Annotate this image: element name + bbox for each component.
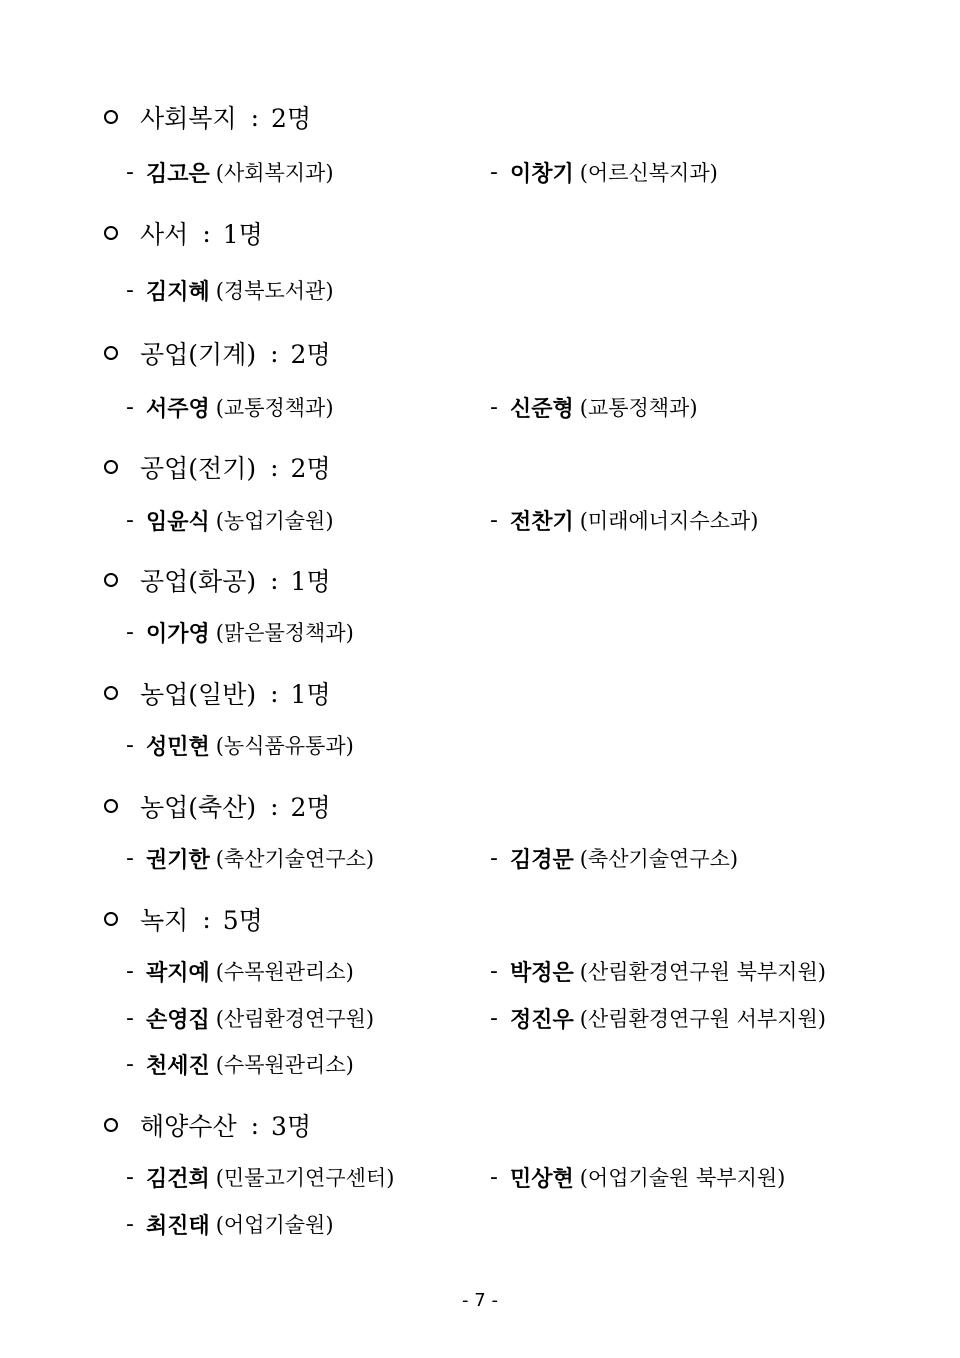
person-dept: (수목원관리소) [215,960,354,984]
person-name: 박정은 [509,960,574,986]
person-dept: (산림환경연구원 북부지원) [579,960,826,984]
separator: : [270,678,279,708]
person-name: 임윤식 [145,509,210,535]
section-title: 공업(기계) [140,340,257,369]
person-dept: (산림환경연구원) [215,1007,375,1031]
person-entry: - 민상현 (어업기술원 북부지원) [490,1161,785,1193]
person-entry: - 박정은 (산림환경연구원 북부지원) [490,955,826,987]
page-number: - 7 - [462,1290,498,1311]
separator: : [202,904,211,934]
person-entry: - 권기한 (축산기술연구소) [126,842,374,874]
person-entry: - 정진우 (산림환경연구원 서부지원) [490,1002,826,1034]
person-entry: - 이창기 (어르신복지과) [490,156,718,188]
section-heading [104,563,331,597]
person-entry: - 손영집 (산림환경연구원) [126,1002,374,1034]
section-heading [104,789,331,823]
section-heading [104,100,311,134]
circle-bullet-icon [104,573,118,587]
person-dept: (민물고기연구센터) [215,1166,395,1190]
person-name: 성민현 [145,734,210,760]
separator: : [270,338,279,368]
person-entry: - 천세진 (수목원관리소) [126,1048,354,1080]
section-heading [104,450,331,484]
section-count: 2명 [290,793,331,822]
person-name: 서주영 [145,396,210,422]
person-entry: - 김지혜 (경북도서관) [126,274,334,306]
section-count: 1명 [290,680,331,709]
person-name: 이가영 [145,621,210,647]
section-title: 농업(일반) [140,680,257,709]
circle-bullet-icon [104,686,118,700]
section-heading [104,336,331,370]
person-dept: (교통정책과) [215,396,334,420]
person-entry: - 김경문 (축산기술연구소) [490,842,738,874]
section-title: 사서 [140,220,189,249]
section-title: 녹지 [140,906,189,935]
person-name: 손영집 [145,1007,210,1033]
person-name: 곽지예 [145,960,210,986]
person-dept: (어업기술원 북부지원) [579,1166,786,1190]
person-name: 김건희 [145,1166,210,1192]
section-heading [104,216,263,250]
section-count: 1명 [222,220,263,249]
section-count: 2명 [271,104,312,133]
person-entry: - 곽지예 (수목원관리소) [126,955,354,987]
person-dept: (농업기술원) [215,509,334,533]
person-name: 천세진 [145,1053,210,1079]
separator: : [270,565,279,595]
circle-bullet-icon [104,1118,118,1132]
section-title: 해양수산 [140,1112,237,1141]
circle-bullet-icon [104,460,118,474]
person-entry: - 이가영 (맑은물정책과) [126,616,354,648]
separator: : [270,791,279,821]
section-count: 1명 [290,567,331,596]
person-dept: (축산기술연구소) [215,847,375,871]
circle-bullet-icon [104,912,118,926]
person-dept: (산림환경연구원 서부지원) [579,1007,826,1031]
section-title: 공업(전기) [140,454,257,483]
separator: : [270,452,279,482]
section-heading [104,902,263,936]
section-count: 2명 [290,340,331,369]
person-dept: (축산기술연구소) [579,847,739,871]
section-heading [104,676,331,710]
person-name: 민상현 [509,1166,574,1192]
person-entry: - 김고은 (사회복지과) [126,156,334,188]
person-dept: (경북도서관) [215,279,334,303]
section-count: 2명 [290,454,331,483]
person-dept: (어르신복지과) [579,161,718,185]
person-name: 신준형 [509,396,574,422]
person-name: 이창기 [509,161,574,187]
separator: : [202,218,211,248]
person-dept: (어업기술원) [215,1213,334,1237]
person-dept: (사회복지과) [215,161,334,185]
circle-bullet-icon [104,346,118,360]
person-entry: - 성민현 (농식품유통과) [126,729,354,761]
section-title: 공업(화공) [140,567,257,596]
circle-bullet-icon [104,226,118,240]
person-entry: - 최진태 (어업기술원) [126,1208,334,1240]
person-name: 최진태 [145,1213,210,1239]
person-name: 김지혜 [145,279,210,305]
person-name: 권기한 [145,847,210,873]
person-dept: (수목원관리소) [215,1053,354,1077]
section-count: 3명 [271,1112,312,1141]
person-entry: - 김건희 (민물고기연구센터) [126,1161,394,1193]
person-dept: (맑은물정책과) [215,621,354,645]
person-entry: - 신준형 (교통정책과) [490,391,698,423]
circle-bullet-icon [104,799,118,813]
person-dept: (교통정책과) [579,396,698,420]
person-entry: - 임윤식 (농업기술원) [126,504,334,536]
person-entry: - 서주영 (교통정책과) [126,391,334,423]
section-heading [104,1108,311,1142]
person-dept: (농식품유통과) [215,734,354,758]
person-entry: - 전찬기 (미래에너지수소과) [490,504,758,536]
separator: : [250,102,260,132]
section-title: 사회복지 [140,104,237,133]
person-dept: (미래에너지수소과) [579,509,759,533]
person-name: 정진우 [509,1007,574,1033]
separator: : [250,1110,260,1140]
circle-bullet-icon [104,110,118,124]
person-name: 김경문 [509,847,574,873]
person-name: 전찬기 [509,509,574,535]
section-count: 5명 [222,906,263,935]
person-name: 김고은 [145,161,210,187]
section-title: 농업(축산) [140,793,257,822]
